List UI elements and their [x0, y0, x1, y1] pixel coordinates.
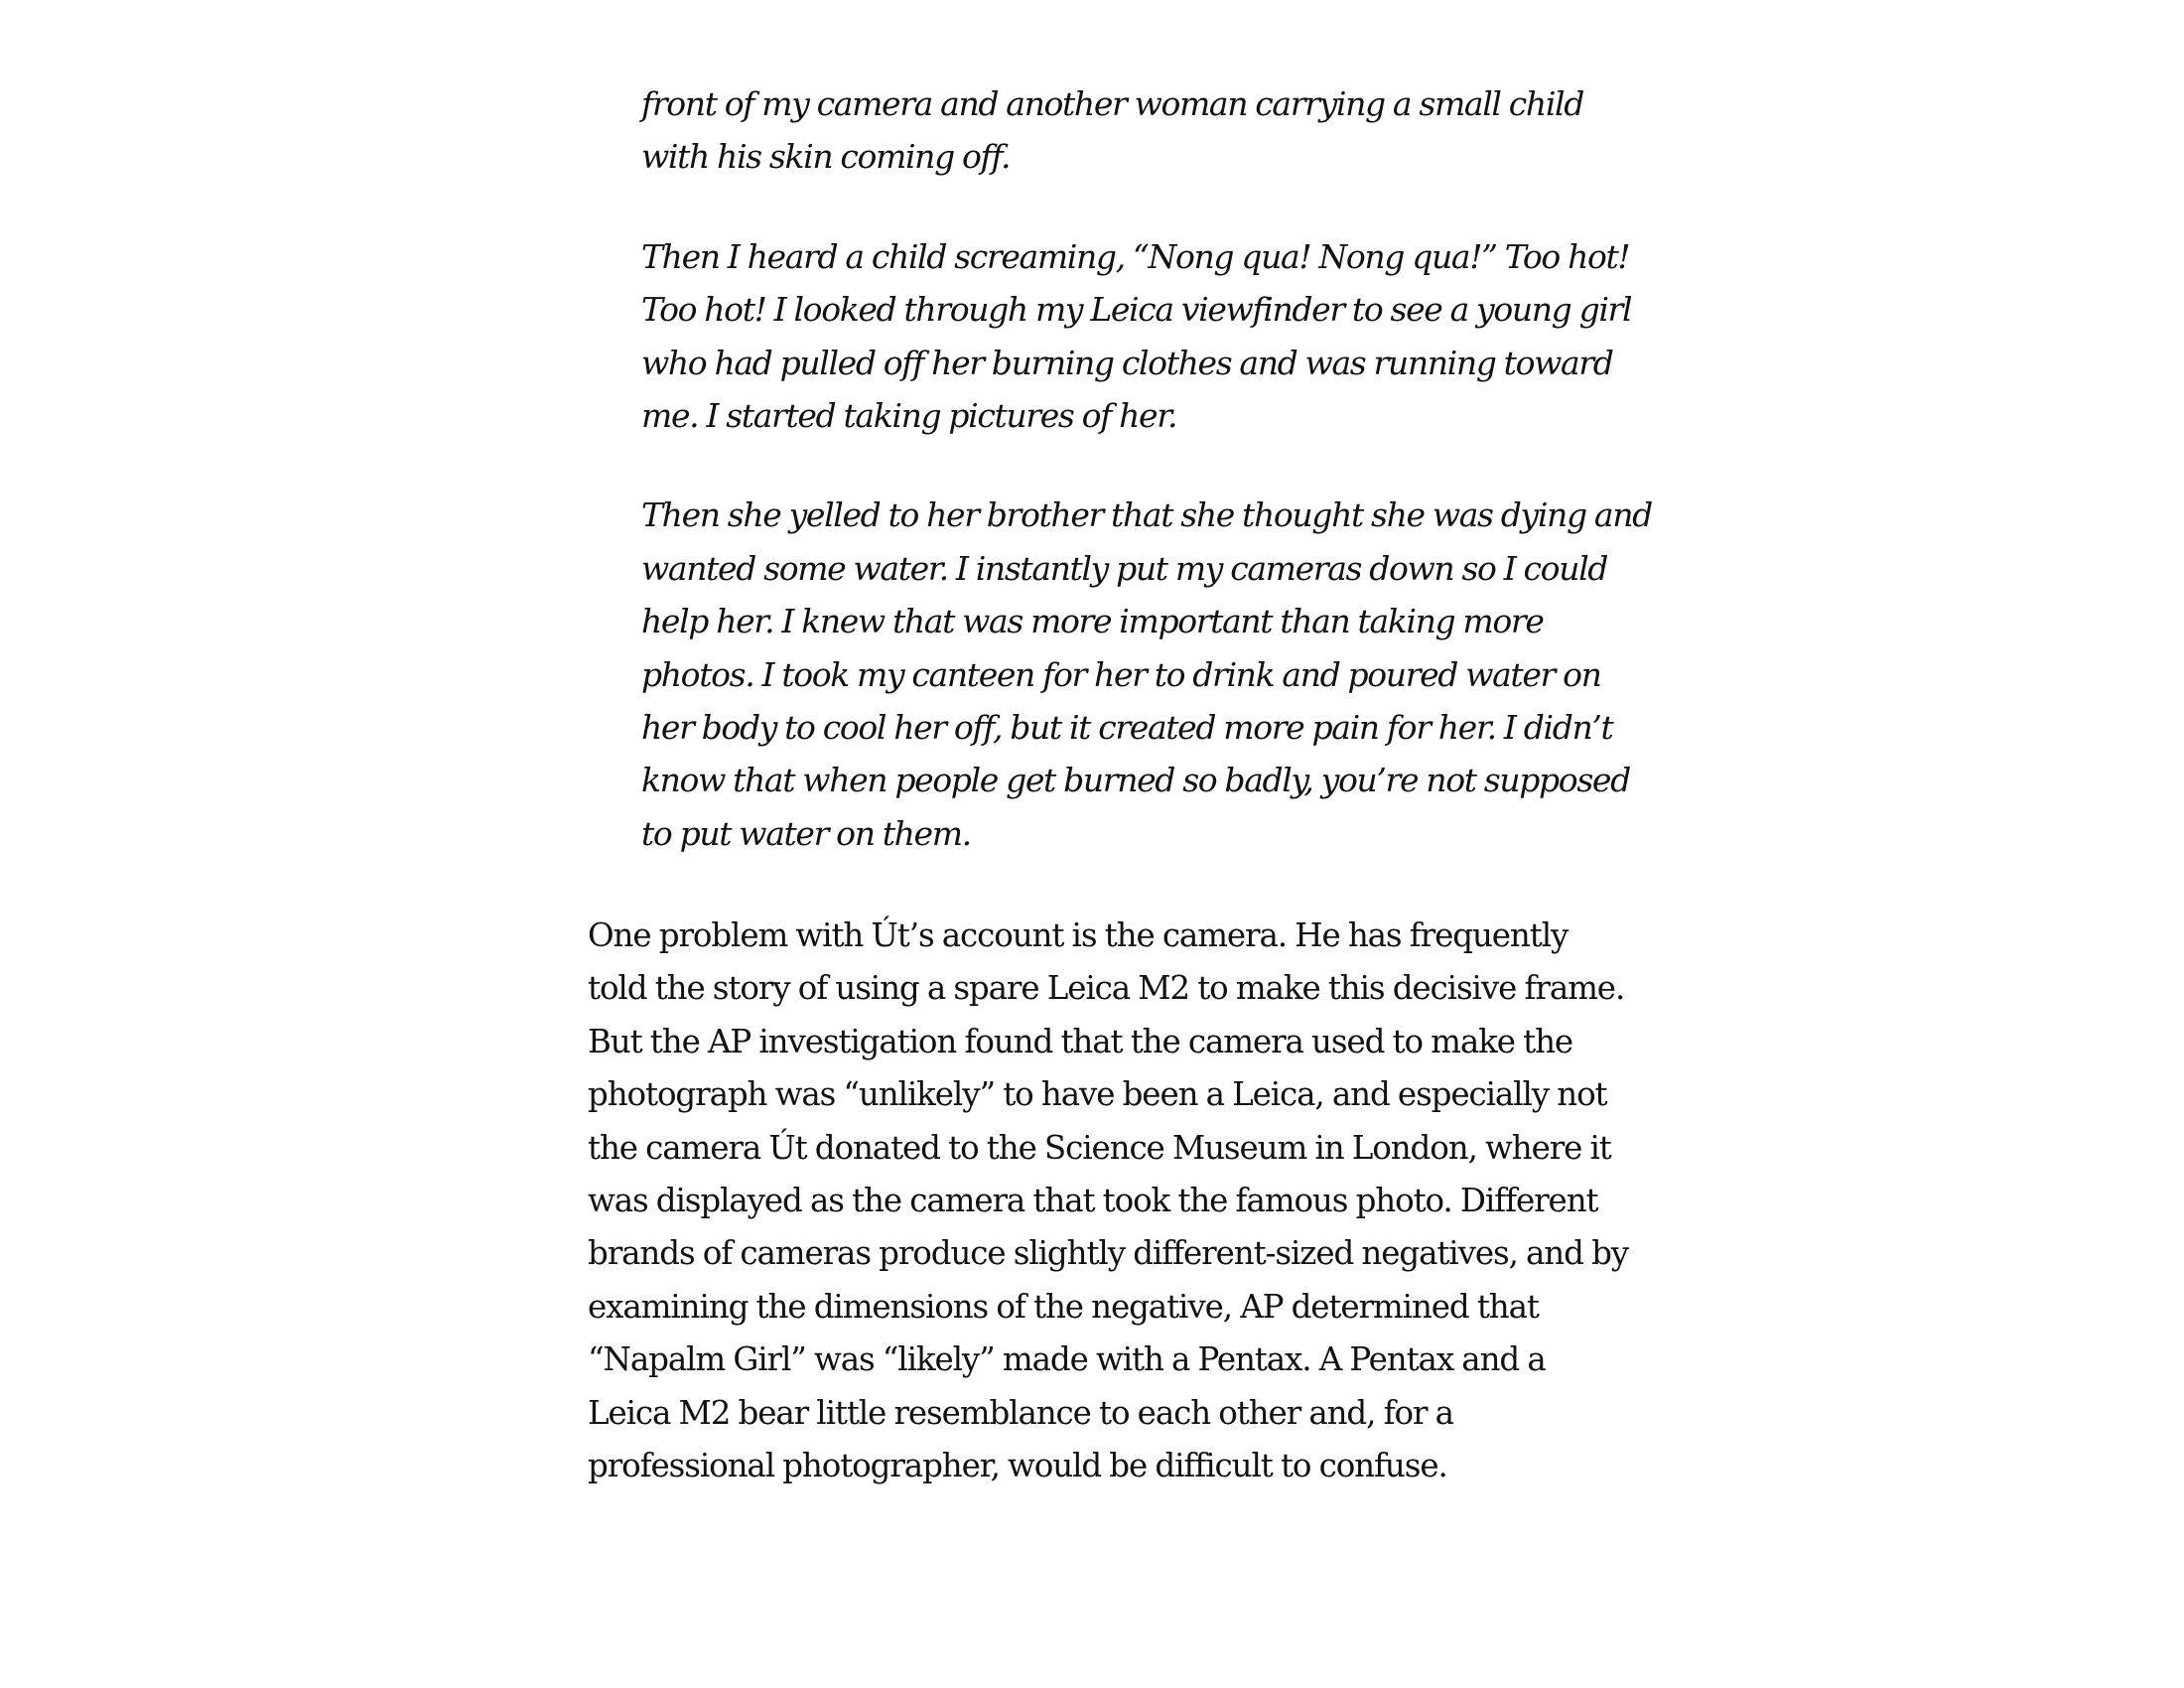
body-line: One problem with Út’s account is the camera. He has frequently: [588, 916, 1569, 954]
body-line: brands of cameras produce slightly different-sized negatives, and by: [588, 1234, 1629, 1273]
quote-line: me. I started taking pictures of her.: [641, 396, 1177, 436]
quote-line: know that when people get burned so badly, you’re not supposed: [641, 761, 1630, 800]
quote-line: help her. I knew that was more important than taking more: [641, 602, 1544, 641]
body-line: professional photographer, would be difficult to confuse.: [588, 1447, 1447, 1485]
quote-paragraph-2: [641, 230, 1634, 443]
quote-line: front of my camera and another woman carrying a small child: [641, 84, 1583, 123]
body-line: told the story of using a spare Leica M2 to make this decisive frame.: [588, 969, 1625, 1008]
body-line: the camera Út donated to the Science Museum in London, where it: [588, 1128, 1611, 1167]
quote-line: with his skin coming off.: [641, 137, 1011, 177]
quote-line: her body to cool her off, but it created more pain for her. I didn’t: [641, 708, 1613, 748]
block-quote: [641, 77, 1652, 907]
quote-line: wanted some water. I instantly put my cameras down so I could: [641, 548, 1608, 588]
body-line: But the AP investigation found that the camera used to make the: [588, 1022, 1573, 1060]
body-line: “Napalm Girl” was “likely” made with a Pentax. A Pentax and a: [588, 1340, 1546, 1379]
quote-line: Too hot! I looked through my Leica viewfinder to see a young girl: [641, 290, 1632, 330]
body-line: examining the dimensions of the negative, AP determined that: [588, 1287, 1539, 1326]
quote-paragraph-1: [641, 77, 1634, 184]
body-line: Leica M2 bear little resemblance to each other and, for a: [588, 1393, 1453, 1432]
quote-line: photos. I took my canteen for her to drink and poured water on: [641, 654, 1601, 694]
quote-line: Then I heard a child screaming, “Nong qua! Nong qua!” Too hot!: [641, 236, 1630, 276]
body-paragraph-1: [588, 910, 1640, 1492]
quote-paragraph-3: [641, 489, 1652, 860]
body-line: was displayed as the camera that took the famous photo. Different: [588, 1182, 1598, 1220]
body-text: [588, 910, 1640, 1492]
quote-line: to put water on them.: [641, 813, 971, 853]
quote-line: who had pulled off her burning clothes and was running toward: [641, 343, 1613, 382]
body-line: photograph was “unlikely” to have been a Leica, and especially not: [588, 1075, 1607, 1114]
quote-line: Then she yelled to her brother that she thought she was dying and: [641, 495, 1652, 535]
